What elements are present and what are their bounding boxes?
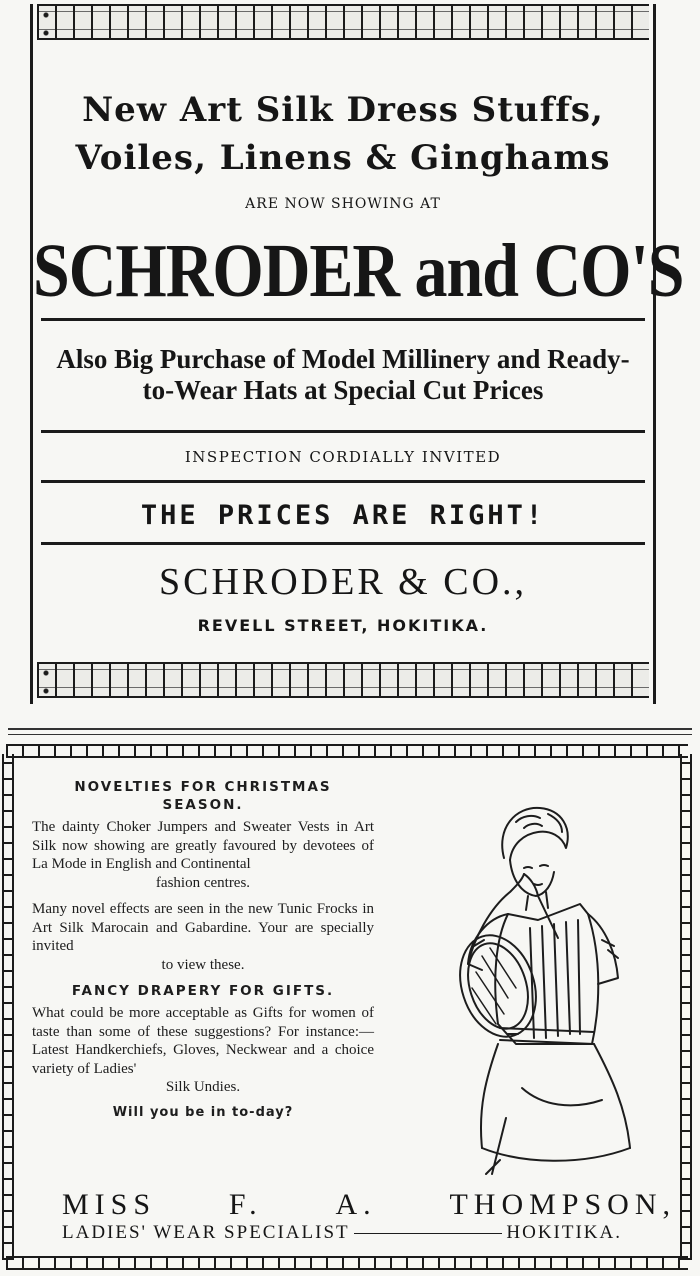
headline-line-2: Voiles, Linens & Ginghams bbox=[75, 138, 611, 178]
choker-jumpers-paragraph: The dainty Choker Jumpers and Sweater Vests in Art Silk now showing are greatly favoured by devotees of La Mode in English and Continental fashion centres. bbox=[32, 819, 374, 891]
gifts-paragraph: What could be more acceptable as Gifts for women of taste than some of these suggestions? For instance:—Latest Handkerchiefs, Gloves, Neckwear and a choice variety of Ladies' Silk Undies. bbox=[32, 1005, 374, 1095]
ornamental-border-bottom bbox=[37, 662, 649, 698]
fancy-drapery-heading: FANCY DRAPERY FOR GIFTS. bbox=[71, 983, 335, 999]
chain-border-top bbox=[6, 744, 688, 758]
column-rule bbox=[8, 734, 692, 735]
christmas-novelties-heading: NOVELTIES FOR CHRISTMAS SEASON. bbox=[74, 779, 332, 813]
headline-line-1: New Art Silk Dress Stuffs, bbox=[82, 90, 604, 130]
prices-slogan: THE PRICES ARE RIGHT! bbox=[140, 500, 546, 531]
store-name-headline: SCHRODER and CO'S bbox=[33, 229, 684, 314]
column-rule bbox=[8, 728, 692, 730]
visit-question: Will you be in to-day? bbox=[112, 1104, 294, 1120]
dash-rule bbox=[354, 1233, 503, 1234]
divider bbox=[41, 480, 645, 483]
tunic-frocks-paragraph: Many novel effects are seen in the new Tunic Frocks in Art Silk Marocain and Gabardine. Your are specially invited to view these. bbox=[32, 901, 374, 973]
proprietor-name: MISS F. A. THOMPSON, bbox=[62, 1188, 676, 1221]
thompson-advertisement bbox=[2, 744, 692, 1270]
showing-at-text: ARE NOW SHOWING AT bbox=[245, 196, 441, 212]
advert-text-column bbox=[32, 778, 374, 1120]
store-address: REVELL STREET, HOKITIKA. bbox=[197, 616, 489, 635]
schroder-advertisement bbox=[30, 4, 684, 704]
inspection-invite-text: INSPECTION CORDIALLY INVITED bbox=[184, 448, 502, 466]
store-signature: SCHRODER & CO., bbox=[158, 561, 528, 603]
ornamental-border-top bbox=[37, 4, 649, 40]
specialist-line bbox=[62, 1222, 622, 1244]
chain-border-right bbox=[680, 754, 692, 1260]
millinery-offer-text: Also Big Purchase of Model Millinery and Ready-to-Wear Hats at Special Cut Prices bbox=[56, 344, 630, 405]
chain-border-bottom bbox=[6, 1256, 688, 1270]
divider bbox=[41, 318, 645, 321]
woman-sewing-illustration bbox=[412, 788, 662, 1178]
divider bbox=[41, 430, 645, 433]
chain-border-left bbox=[2, 754, 14, 1260]
divider bbox=[41, 542, 645, 545]
specialist-title: LADIES' WEAR SPECIALIST bbox=[62, 1222, 350, 1243]
town-name: HOKITIKA. bbox=[506, 1222, 622, 1243]
